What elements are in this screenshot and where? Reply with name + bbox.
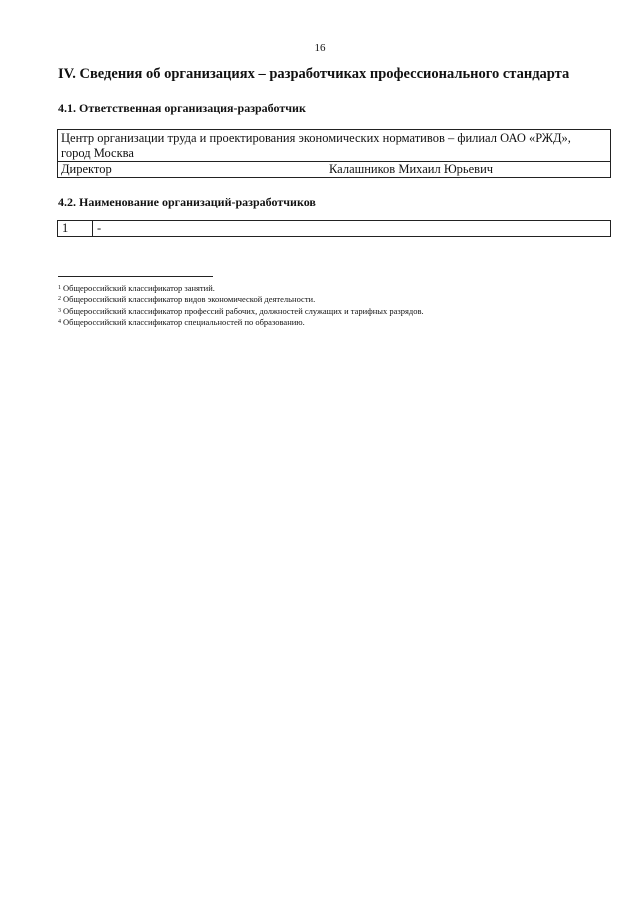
head-person: Калашников Михаил Юрьевич [329, 162, 494, 176]
table-row [58, 221, 611, 237]
org-name-line2: город Москва [61, 146, 134, 160]
page-number: 16 [314, 42, 326, 54]
footnote-1 [58, 283, 618, 294]
developers-title: 4.2. Наименование организаций-разработчиков [58, 195, 316, 209]
developers-table [57, 220, 611, 237]
footnote-4 [58, 317, 618, 328]
footnote-3 [58, 306, 618, 317]
responsible-org-title: 4.1. Ответственная организация-разработчик [58, 101, 306, 115]
footnote-2 [58, 294, 618, 305]
footnotes [58, 283, 618, 328]
developer-name: - [97, 221, 102, 235]
footnote-4-mark: 4 [58, 318, 61, 325]
footnote-1-mark: 1 [58, 285, 61, 291]
section-title: IV. Сведения об организациях – разработчиках профессионального стандарта [58, 66, 570, 82]
head-position: Директор [61, 162, 112, 176]
footnote-2-text: Общероссийский классификатор видов экономической деятельности. [63, 294, 316, 305]
footnote-2-mark: 2 [58, 296, 61, 303]
footnote-3-text: Общероссийский классификатор профессий рабочих, должностей служащих и тарифных разрядов. [63, 305, 424, 316]
footnote-3-mark: 3 [58, 307, 61, 314]
org-name-cell [58, 130, 611, 162]
org-name-row [58, 130, 611, 162]
responsible-org-table [57, 129, 611, 178]
developer-number: 1 [58, 221, 93, 237]
footnote-1-text: Общероссийский классификатор занятий. [63, 283, 215, 293]
org-name-line1: Центр организации труда и проектирования экономических нормативов – филиал ОАО «РЖД», [61, 131, 571, 145]
org-head-row [58, 162, 611, 178]
footnote-4-text: Общероссийский классификатор специальностей по образованию. [63, 316, 305, 327]
footnote-separator [58, 276, 213, 277]
